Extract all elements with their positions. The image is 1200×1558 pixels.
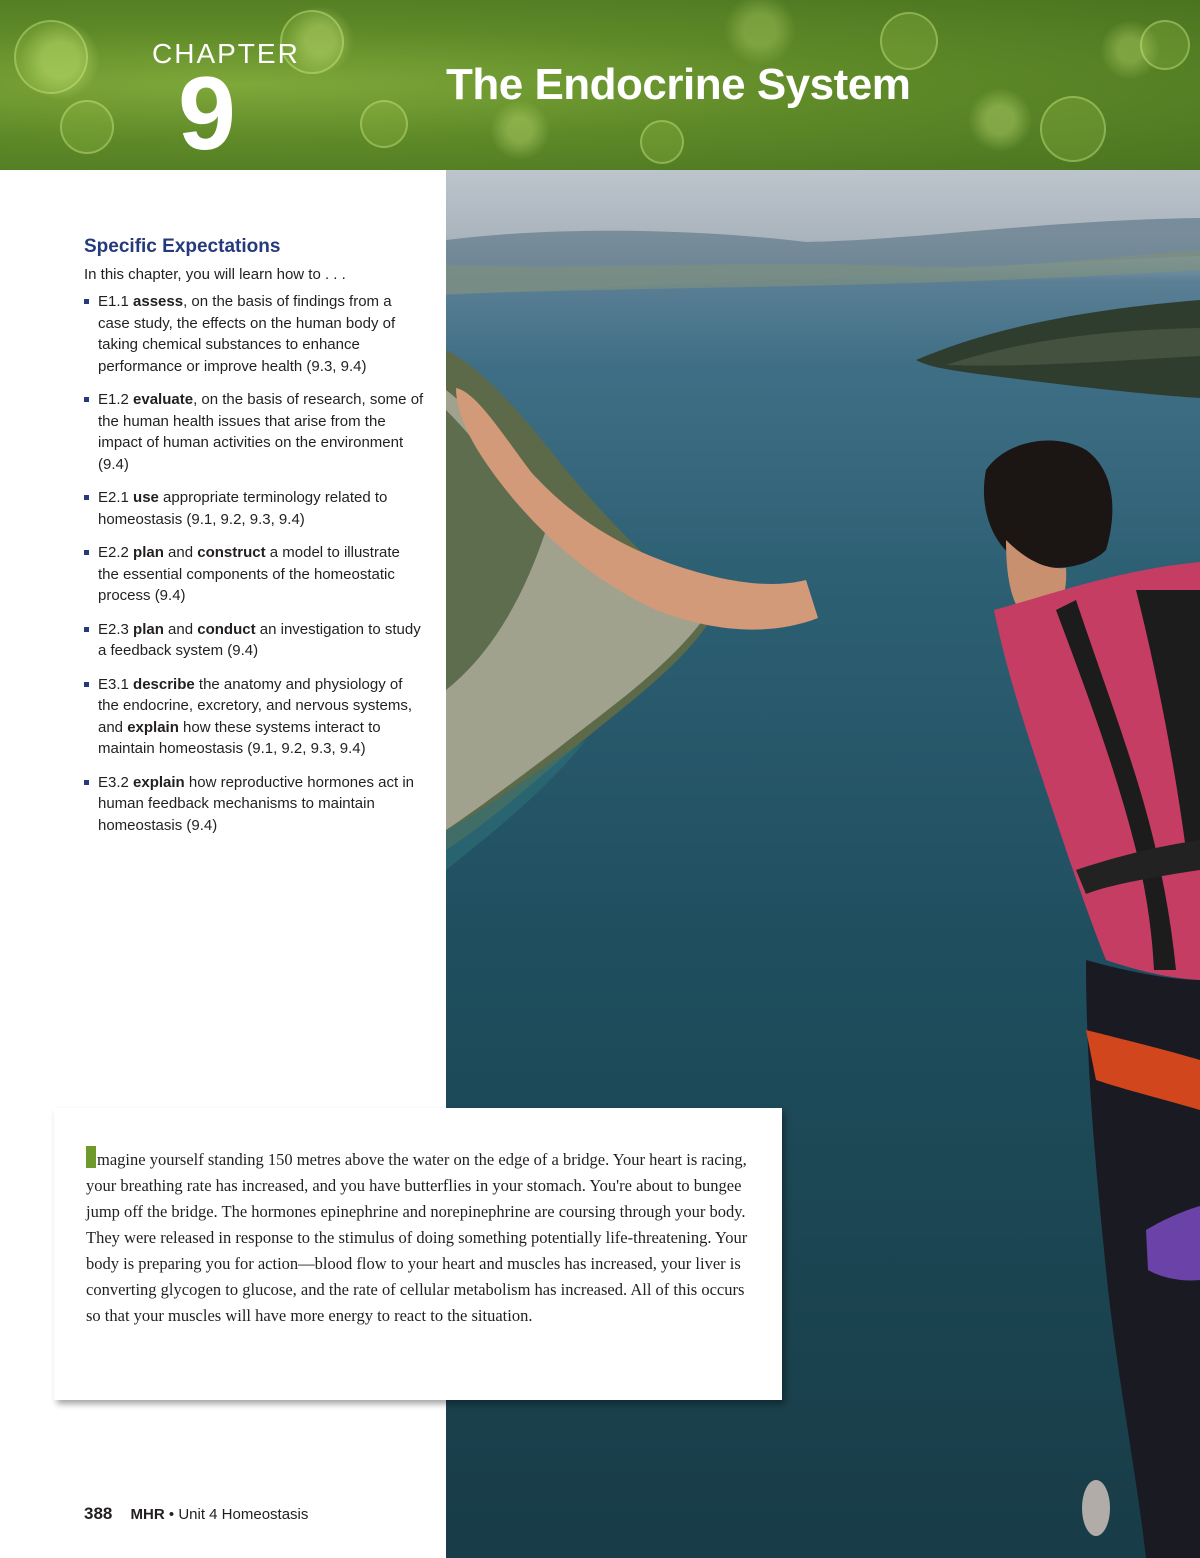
expectation-verb: describe: [133, 675, 195, 693]
expectation-item: [84, 619, 424, 662]
expectation-item: [84, 487, 424, 530]
chapter-label: CHAPTER: [152, 38, 300, 69]
expectation-text: a model to illustrate the essential components of the homeostatic process (9.4): [98, 544, 400, 604]
page-number: 388: [84, 1504, 113, 1523]
bullet-icon: [84, 550, 89, 555]
chapter-intro-paragraph: [86, 1146, 756, 1329]
chapter-banner: [0, 0, 1200, 170]
bullet-icon: [84, 495, 89, 500]
expectation-code: E2.2: [98, 544, 129, 561]
expectation-text: the anatomy and physiology of the endocrine, excretory, and nervous systems, and: [98, 675, 413, 736]
expectation-verb: conduct: [197, 620, 256, 638]
expectation-item: [84, 389, 424, 475]
unit-label: Unit 4 Homeostasis: [178, 1506, 309, 1523]
expectation-code: E2.3: [98, 620, 129, 638]
expectation-code: E1.1: [98, 293, 129, 310]
bullet-icon: [84, 397, 89, 402]
expectation-code: E1.2: [98, 391, 129, 408]
specific-expectations: [84, 236, 424, 848]
expectation-item: [84, 674, 424, 760]
publisher-name: MHR: [130, 1506, 165, 1523]
decorative-cell: [1040, 96, 1106, 162]
expectations-intro: In this chapter, you will learn how to . . .: [84, 266, 346, 283]
expectation-item: [84, 772, 424, 837]
expectation-item: [84, 291, 424, 377]
expectation-verb: construct: [197, 544, 266, 561]
expectation-verb: evaluate: [133, 391, 194, 408]
expectation-verb: plan: [133, 544, 164, 561]
expectation-verb: plan: [133, 620, 164, 638]
decorative-cell: [360, 100, 408, 148]
bullet-icon: [84, 299, 89, 304]
expectation-code: E3.2: [98, 773, 129, 791]
chapter-number: 9: [178, 56, 236, 172]
expectation-text: how these systems interact to maintain homeostasis (9.1, 9.2, 9.3, 9.4): [98, 718, 381, 757]
expectation-verb: use: [133, 489, 159, 506]
bullet-icon: [84, 627, 89, 632]
expectation-text: and: [163, 620, 198, 638]
bullet-icon: [84, 682, 89, 687]
expectations-list: [84, 291, 424, 836]
expectation-verb: explain: [133, 773, 185, 791]
expectation-item: [84, 542, 424, 607]
decorative-cell: [60, 100, 114, 154]
footer-separator: •: [168, 1506, 175, 1523]
expectation-verb: explain: [127, 718, 179, 736]
decorative-cell: [1140, 20, 1190, 70]
decorative-cell: [14, 20, 88, 94]
drop-cap: [86, 1146, 96, 1168]
intro-text: magine yourself standing 150 metres above the water on the edge of a bridge. Your heart is racing, your breathing rate has increased, and you have butterflies in your stomach. You're about to bungee jump off the bridge. The hormones epinephrine and norepinephrine are coursing through your body. They were released in response to the stimulus of doing something potentially life-threatening. Your body is preparing you for action—blood flow to your heart and muscles has increased, your liver is converting glycogen to glucose, and the rate of cellular metabolism has increased. All of this occurs so that your muscles will have more energy to react to the situation.: [86, 1150, 748, 1325]
chapter-intro-box: [54, 1108, 782, 1400]
expectations-heading: Specific Expectations: [84, 236, 281, 257]
expectation-text: an investigation to study a feedback system (9.4): [98, 620, 421, 659]
expectation-text: how reproductive hormones act in human feedback mechanisms to maintain homeostasis (9.4): [98, 773, 415, 834]
page-footer: [84, 1504, 308, 1524]
bullet-icon: [84, 780, 89, 785]
decorative-cell: [640, 120, 684, 164]
chapter-title: The Endocrine System: [446, 60, 911, 109]
expectation-text: , on the basis of research, some of the human health issues that arise from the impact of human activities on the environment (9.4): [98, 391, 424, 473]
expectation-text: , on the basis of findings from a case study, the effects on the human body of taking chemical substances to enhance performance or improve health (9.3, 9.4): [98, 293, 396, 375]
expectation-verb: assess: [133, 293, 184, 310]
expectation-text: appropriate terminology related to homeostasis (9.1, 9.2, 9.3, 9.4): [98, 489, 388, 528]
expectation-code: E2.1: [98, 489, 129, 506]
expectation-code: E3.1: [98, 675, 129, 693]
expectation-text: and: [163, 544, 198, 561]
